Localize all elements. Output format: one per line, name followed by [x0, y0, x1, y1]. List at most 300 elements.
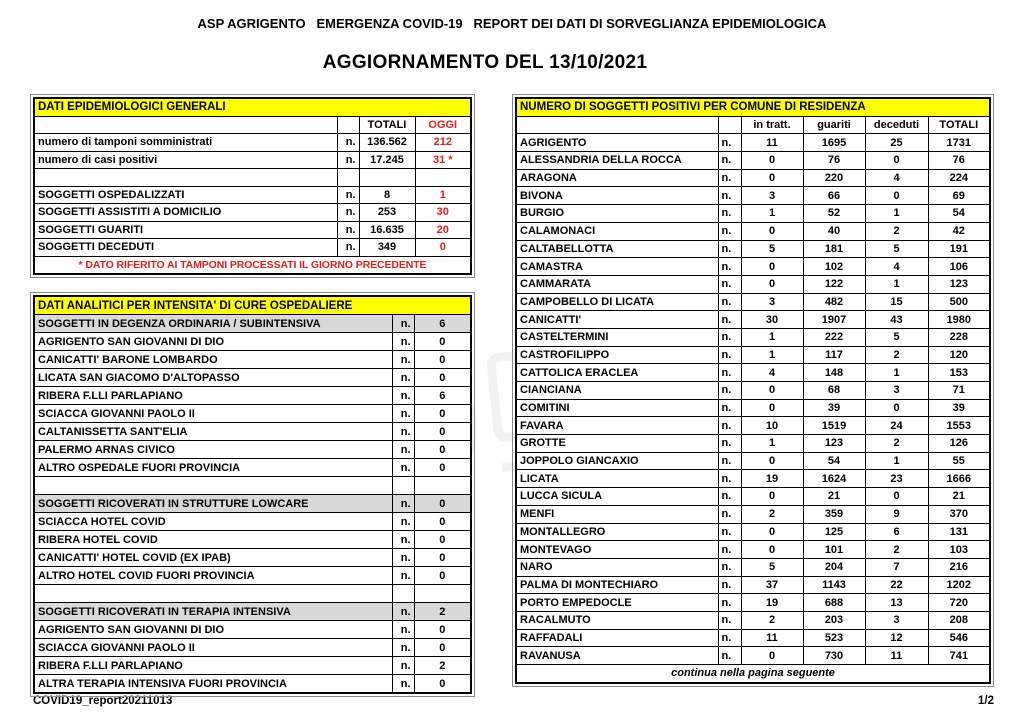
- comune-totali: 370: [928, 505, 990, 523]
- general-row-totali: 136.562: [359, 134, 415, 152]
- comune-guariti: 68: [803, 382, 865, 400]
- comune-guariti: 220: [803, 169, 865, 187]
- col-header-deceduti: deceduti: [865, 116, 928, 134]
- comune-in-tratt: 19: [741, 594, 803, 612]
- hospital-table-row: [34, 495, 471, 513]
- comune-totali: 741: [928, 647, 990, 665]
- comune-name: CIANCIANA: [516, 382, 718, 400]
- comune-guariti: 101: [803, 541, 865, 559]
- comune-in-tratt: 10: [741, 417, 803, 435]
- comune-totali: 21: [928, 488, 990, 506]
- hospital-table-row: [34, 639, 471, 657]
- n-abbrev: n.: [392, 405, 414, 423]
- comune-in-tratt: 0: [741, 382, 803, 400]
- hospital-row-label: ALTRO OSPEDALE FUORI PROVINCIA: [34, 459, 392, 477]
- n-abbrev: n.: [392, 567, 414, 585]
- n-abbrev: n.: [392, 531, 414, 549]
- comune-guariti: 688: [803, 594, 865, 612]
- comuni-table-row: [516, 258, 990, 276]
- comuni-table-row: [516, 328, 990, 346]
- comuni-table-continua-row: [516, 665, 990, 683]
- hospital-row-value: 0: [414, 423, 471, 441]
- comuni-table-row: [516, 523, 990, 541]
- hospital-table-row: [34, 675, 471, 694]
- comuni-table-row: [516, 629, 990, 647]
- comune-totali: 76: [928, 152, 990, 170]
- general-table-row: [34, 186, 471, 204]
- general-row-oggi: 0: [415, 239, 471, 257]
- comune-guariti: 117: [803, 346, 865, 364]
- comune-deceduti: 7: [865, 558, 928, 576]
- right-column: [515, 97, 989, 684]
- n-abbrev: n.: [718, 505, 741, 523]
- n-abbrev: n.: [392, 351, 414, 369]
- comune-guariti: 181: [803, 240, 865, 258]
- hospital-row-value: 0: [414, 459, 471, 477]
- hospital-row-value: 0: [414, 639, 471, 657]
- general-table-footnote: * DATO RIFERITO AI TAMPONI PROCESSATI IL GIORNO PRECEDENTE: [34, 256, 471, 274]
- comune-in-tratt: 0: [741, 399, 803, 417]
- n-abbrev: n.: [392, 639, 414, 657]
- general-row-label: SOGGETTI OSPEDALIZZATI: [34, 186, 337, 204]
- comune-totali: 54: [928, 205, 990, 223]
- n-abbrev: n.: [718, 594, 741, 612]
- hospital-row-value: 2: [414, 603, 471, 621]
- n-abbrev: n.: [718, 205, 741, 223]
- hospital-row-value: 0: [414, 369, 471, 387]
- n-abbrev: n.: [718, 152, 741, 170]
- hospital-row-value: 0: [414, 333, 471, 351]
- general-table-footnote-row: [34, 256, 471, 274]
- hospital-row-value: 0: [414, 495, 471, 513]
- hospital-row-label: [34, 585, 392, 603]
- hospital-row-value: 6: [414, 387, 471, 405]
- comuni-table-row: [516, 488, 990, 506]
- comune-totali: 131: [928, 523, 990, 541]
- general-table-row: [34, 204, 471, 222]
- comune-in-tratt: 0: [741, 647, 803, 665]
- comune-name: RAFFADALI: [516, 629, 718, 647]
- n-abbrev: n.: [392, 675, 414, 694]
- n-abbrev: n.: [392, 657, 414, 675]
- comune-deceduti: 12: [865, 629, 928, 647]
- n-abbrev: n.: [337, 221, 359, 239]
- comune-in-tratt: 1: [741, 328, 803, 346]
- comune-deceduti: 11: [865, 647, 928, 665]
- hospital-row-label: PALERMO ARNAS CIVICO: [34, 441, 392, 459]
- comuni-table-row: [516, 169, 990, 187]
- comune-deceduti: 22: [865, 576, 928, 594]
- general-row-label: numero di tamponi somministrati: [34, 134, 337, 152]
- comune-in-tratt: 1: [741, 205, 803, 223]
- general-row-oggi: 30: [415, 204, 471, 222]
- n-abbrev: n.: [392, 387, 414, 405]
- hospital-row-value: 0: [414, 351, 471, 369]
- comune-in-tratt: 2: [741, 505, 803, 523]
- n-abbrev: n.: [337, 134, 359, 152]
- n-abbrev: n.: [392, 369, 414, 387]
- comune-guariti: 1907: [803, 311, 865, 329]
- comune-name: RAVANUSA: [516, 647, 718, 665]
- comune-deceduti: 2: [865, 541, 928, 559]
- general-table-row: [34, 151, 471, 169]
- general-row-totali: 349: [359, 239, 415, 257]
- comuni-table-row: [516, 187, 990, 205]
- comune-guariti: 204: [803, 558, 865, 576]
- comune-guariti: 39: [803, 399, 865, 417]
- hospital-row-label: RIBERA F.LLI PARLAPIANO: [34, 387, 392, 405]
- comune-deceduti: 3: [865, 382, 928, 400]
- comune-name: GROTTE: [516, 435, 718, 453]
- n-abbrev: n.: [337, 239, 359, 257]
- general-table-row: [34, 221, 471, 239]
- comune-in-tratt: 30: [741, 311, 803, 329]
- n-abbrev: n.: [718, 346, 741, 364]
- comune-in-tratt: 0: [741, 169, 803, 187]
- hospital-table-row: [34, 477, 471, 495]
- comuni-table-row: [516, 576, 990, 594]
- comuni-table-row: [516, 152, 990, 170]
- comune-in-tratt: 0: [741, 275, 803, 293]
- comune-name: MENFI: [516, 505, 718, 523]
- hospital-table-row: [34, 459, 471, 477]
- comune-deceduti: 2: [865, 435, 928, 453]
- comune-totali: 228: [928, 328, 990, 346]
- comuni-table-row: [516, 541, 990, 559]
- comuni-table-row: [516, 505, 990, 523]
- comune-guariti: 122: [803, 275, 865, 293]
- n-abbrev: [392, 477, 414, 495]
- comuni-table-row: [516, 222, 990, 240]
- comune-name: CASTELTERMINI: [516, 328, 718, 346]
- comune-guariti: 102: [803, 258, 865, 276]
- general-row-label: SOGGETTI DECEDUTI: [34, 239, 337, 257]
- comune-deceduti: 9: [865, 505, 928, 523]
- n-abbrev: n.: [392, 441, 414, 459]
- comuni-table-row: [516, 382, 990, 400]
- comune-name: ARAGONA: [516, 169, 718, 187]
- comuni-table-row: [516, 311, 990, 329]
- hospital-table-row: [34, 531, 471, 549]
- comune-in-tratt: 2: [741, 611, 803, 629]
- comune-guariti: 123: [803, 435, 865, 453]
- n-abbrev: n.: [392, 549, 414, 567]
- hospital-table-row: [34, 369, 471, 387]
- comuni-table-row: [516, 275, 990, 293]
- comune-in-tratt: 3: [741, 293, 803, 311]
- comune-name: PORTO EMPEDOCLE: [516, 594, 718, 612]
- comune-totali: 1553: [928, 417, 990, 435]
- comune-name: PALMA DI MONTECHIARO: [516, 576, 718, 594]
- left-column: [33, 97, 470, 694]
- n-abbrev: n.: [718, 187, 741, 205]
- n-abbrev: n.: [718, 541, 741, 559]
- comune-deceduti: 5: [865, 328, 928, 346]
- hospital-row-value: [414, 477, 471, 495]
- comune-in-tratt: 5: [741, 558, 803, 576]
- comune-name: NARO: [516, 558, 718, 576]
- comune-guariti: 125: [803, 523, 865, 541]
- general-row-label: SOGGETTI ASSISTITI A DOMICILIO: [34, 204, 337, 222]
- comune-deceduti: 1: [865, 205, 928, 223]
- comune-name: BIVONA: [516, 187, 718, 205]
- hospital-table-row: [34, 315, 471, 333]
- n-abbrev: n.: [718, 488, 741, 506]
- comuni-table-row: [516, 364, 990, 382]
- col-header-guariti: guariti: [803, 116, 865, 134]
- comune-guariti: 52: [803, 205, 865, 223]
- comune-in-tratt: 0: [741, 222, 803, 240]
- comuni-table-row: [516, 240, 990, 258]
- hospital-row-label: ALTRO HOTEL COVID FUORI PROVINCIA: [34, 567, 392, 585]
- n-abbrev: n.: [718, 169, 741, 187]
- hospital-row-label: ALTRA TERAPIA INTENSIVA FUORI PROVINCIA: [34, 675, 392, 694]
- col-header-oggi: OGGI: [415, 116, 471, 134]
- comune-guariti: 203: [803, 611, 865, 629]
- comune-name: LICATA: [516, 470, 718, 488]
- hospital-row-value: [414, 585, 471, 603]
- comune-in-tratt: 5: [741, 240, 803, 258]
- n-abbrev: n.: [392, 459, 414, 477]
- report-date-title: AGGIORNAMENTO DEL 13/10/2021: [322, 52, 648, 73]
- n-abbrev: n.: [392, 423, 414, 441]
- comune-name: JOPPOLO GIANCAXIO: [516, 452, 718, 470]
- col-header-totali: TOTALI: [359, 116, 415, 134]
- hospital-row-value: 0: [414, 531, 471, 549]
- comune-guariti: 482: [803, 293, 865, 311]
- comune-in-tratt: 4: [741, 364, 803, 382]
- comune-name: COMITINI: [516, 399, 718, 417]
- hospital-row-value: 0: [414, 567, 471, 585]
- comune-deceduti: 6: [865, 523, 928, 541]
- hospital-table-row: [34, 513, 471, 531]
- page-number: 1/2: [978, 695, 994, 707]
- comune-deceduti: 5: [865, 240, 928, 258]
- comune-guariti: 76: [803, 152, 865, 170]
- comune-in-tratt: 37: [741, 576, 803, 594]
- comune-in-tratt: 3: [741, 187, 803, 205]
- comune-totali: 42: [928, 222, 990, 240]
- n-abbrev: n.: [718, 240, 741, 258]
- general-row-totali: 8: [359, 186, 415, 204]
- comune-name: CALAMONACI: [516, 222, 718, 240]
- hospital-row-value: 0: [414, 675, 471, 694]
- comune-totali: 1202: [928, 576, 990, 594]
- n-abbrev: n.: [392, 333, 414, 351]
- comuni-table-row: [516, 205, 990, 223]
- general-row-totali: [359, 169, 415, 187]
- comune-in-tratt: 0: [741, 452, 803, 470]
- comuni-table-row: [516, 647, 990, 665]
- general-row-totali: 253: [359, 204, 415, 222]
- comune-totali: 720: [928, 594, 990, 612]
- comune-deceduti: 1: [865, 364, 928, 382]
- general-table-row: [34, 239, 471, 257]
- hospital-row-label: SOGGETTI IN DEGENZA ORDINARIA / SUBINTENSIVA: [34, 315, 392, 333]
- hospital-row-label: RIBERA HOTEL COVID: [34, 531, 392, 549]
- comune-deceduti: 2: [865, 346, 928, 364]
- comune-deceduti: 1: [865, 452, 928, 470]
- hospital-table-row: [34, 621, 471, 639]
- n-abbrev: n.: [718, 470, 741, 488]
- n-abbrev: n.: [718, 629, 741, 647]
- hospital-table-row: [34, 387, 471, 405]
- comuni-table-row: [516, 452, 990, 470]
- n-abbrev: n.: [718, 435, 741, 453]
- hospital-row-value: 0: [414, 405, 471, 423]
- n-abbrev: n.: [718, 611, 741, 629]
- n-abbrev: n.: [718, 275, 741, 293]
- comune-totali: 106: [928, 258, 990, 276]
- hospital-row-label: AGRIGENTO SAN GIOVANNI DI DIO: [34, 621, 392, 639]
- comune-totali: 55: [928, 452, 990, 470]
- comune-totali: 1731: [928, 134, 990, 152]
- n-abbrev: n.: [718, 382, 741, 400]
- hospital-table-row: [34, 441, 471, 459]
- general-data-table: [33, 97, 472, 275]
- hospital-row-label: LICATA SAN GIACOMO D'ALTOPASSO: [34, 369, 392, 387]
- hospital-row-label: CANICATTI' HOTEL COVID (EX IPAB): [34, 549, 392, 567]
- comune-totali: 546: [928, 629, 990, 647]
- comuni-table-row: [516, 611, 990, 629]
- n-abbrev: [337, 169, 359, 187]
- general-row-label: [34, 169, 337, 187]
- continua-note: continua nella pagina seguente: [516, 665, 990, 683]
- comune-name: MONTALLEGRO: [516, 523, 718, 541]
- n-abbrev: n.: [718, 328, 741, 346]
- hospital-table-title: DATI ANALITICI PER INTENSITA' DI CURE OSPEDALIERE: [34, 296, 471, 315]
- comune-totali: 1666: [928, 470, 990, 488]
- comune-guariti: 1624: [803, 470, 865, 488]
- comune-totali: 126: [928, 435, 990, 453]
- hospital-row-value: 0: [414, 513, 471, 531]
- comune-deceduti: 0: [865, 152, 928, 170]
- comune-name: CATTOLICA ERACLEA: [516, 364, 718, 382]
- comune-totali: 39: [928, 399, 990, 417]
- comune-totali: 69: [928, 187, 990, 205]
- comune-name: CAMASTRA: [516, 258, 718, 276]
- hospital-table-row: [34, 567, 471, 585]
- comune-totali: 208: [928, 611, 990, 629]
- comune-deceduti: 0: [865, 488, 928, 506]
- comune-deceduti: 24: [865, 417, 928, 435]
- comune-in-tratt: 11: [741, 134, 803, 152]
- n-abbrev: n.: [718, 222, 741, 240]
- n-abbrev: n.: [392, 495, 414, 513]
- general-row-oggi: 212: [415, 134, 471, 152]
- comune-name: CALTABELLOTTA: [516, 240, 718, 258]
- hospital-row-label: [34, 477, 392, 495]
- n-abbrev: n.: [718, 558, 741, 576]
- n-abbrev: n.: [392, 603, 414, 621]
- n-abbrev: n.: [718, 399, 741, 417]
- comuni-table-row: [516, 346, 990, 364]
- comune-guariti: 523: [803, 629, 865, 647]
- hospital-table-row: [34, 585, 471, 603]
- hospital-table-row: [34, 549, 471, 567]
- comuni-table: [515, 97, 991, 684]
- hospital-row-label: SOGGETTI RICOVERATI IN TERAPIA INTENSIVA: [34, 603, 392, 621]
- comune-name: AGRIGENTO: [516, 134, 718, 152]
- hospital-table-title-row: [34, 296, 471, 315]
- comune-name: FAVARA: [516, 417, 718, 435]
- comune-totali: 120: [928, 346, 990, 364]
- general-row-oggi: 20: [415, 221, 471, 239]
- n-abbrev: n.: [392, 513, 414, 531]
- general-table-row: [34, 134, 471, 152]
- comuni-table-title-row: [516, 98, 990, 116]
- general-table-title-row: [34, 98, 471, 116]
- comune-guariti: 148: [803, 364, 865, 382]
- n-abbrev: n.: [337, 186, 359, 204]
- n-abbrev: [392, 585, 414, 603]
- comune-deceduti: 43: [865, 311, 928, 329]
- comune-totali: 103: [928, 541, 990, 559]
- n-abbrev: n.: [718, 647, 741, 665]
- comune-name: CASTROFILIPPO: [516, 346, 718, 364]
- comune-in-tratt: 0: [741, 523, 803, 541]
- comune-name: CAMPOBELLO DI LICATA: [516, 293, 718, 311]
- comuni-table-row: [516, 417, 990, 435]
- hospital-row-value: 0: [414, 441, 471, 459]
- general-row-oggi: 31 *: [415, 151, 471, 169]
- n-abbrev: n.: [718, 134, 741, 152]
- n-abbrev: n.: [718, 576, 741, 594]
- comune-guariti: 66: [803, 187, 865, 205]
- comune-name: RACALMUTO: [516, 611, 718, 629]
- comune-guariti: 1695: [803, 134, 865, 152]
- hospital-row-label: SCIACCA HOTEL COVID: [34, 513, 392, 531]
- comune-totali: 500: [928, 293, 990, 311]
- n-abbrev: n.: [718, 523, 741, 541]
- n-abbrev: n.: [718, 452, 741, 470]
- hospital-row-value: 0: [414, 621, 471, 639]
- comune-deceduti: 4: [865, 258, 928, 276]
- comuni-table-row: [516, 594, 990, 612]
- comune-in-tratt: 0: [741, 488, 803, 506]
- general-table-title: DATI EPIDEMIOLOGICI GENERALI: [34, 98, 471, 116]
- comune-name: BURGIO: [516, 205, 718, 223]
- comune-totali: 216: [928, 558, 990, 576]
- hospital-row-value: 0: [414, 549, 471, 567]
- col-header-in-tratt: in tratt.: [741, 116, 803, 134]
- n-abbrev: n.: [337, 204, 359, 222]
- comuni-table-title: NUMERO DI SOGGETTI POSITIVI PER COMUNE DI RESIDENZA: [516, 98, 990, 116]
- comune-in-tratt: 0: [741, 258, 803, 276]
- comune-name: MONTEVAGO: [516, 541, 718, 559]
- hospital-row-label: SOGGETTI RICOVERATI IN STRUTTURE LOWCARE: [34, 495, 392, 513]
- hospital-row-label: SCIACCA GIOVANNI PAOLO II: [34, 405, 392, 423]
- comune-in-tratt: 11: [741, 629, 803, 647]
- comune-deceduti: 0: [865, 187, 928, 205]
- hospital-row-label: RIBERA F.LLI PARLAPIANO: [34, 657, 392, 675]
- comune-deceduti: 23: [865, 470, 928, 488]
- hospital-row-label: CALTANISSETTA SANT'ELIA: [34, 423, 392, 441]
- report-header: ASP AGRIGENTO EMERGENZA COVID-19 REPORT DEI DATI DI SORVEGLIANZA EPIDEMIOLOGICA: [197, 16, 827, 31]
- hospital-row-value: 2: [414, 657, 471, 675]
- comune-guariti: 1519: [803, 417, 865, 435]
- comuni-table-row: [516, 399, 990, 417]
- comune-totali: 1980: [928, 311, 990, 329]
- comune-name: CANICATTI': [516, 311, 718, 329]
- hospital-row-label: SCIACCA GIOVANNI PAOLO II: [34, 639, 392, 657]
- comune-in-tratt: 19: [741, 470, 803, 488]
- comune-guariti: 54: [803, 452, 865, 470]
- comune-totali: 71: [928, 382, 990, 400]
- n-abbrev: n.: [718, 364, 741, 382]
- comune-totali: 153: [928, 364, 990, 382]
- n-abbrev: n.: [337, 151, 359, 169]
